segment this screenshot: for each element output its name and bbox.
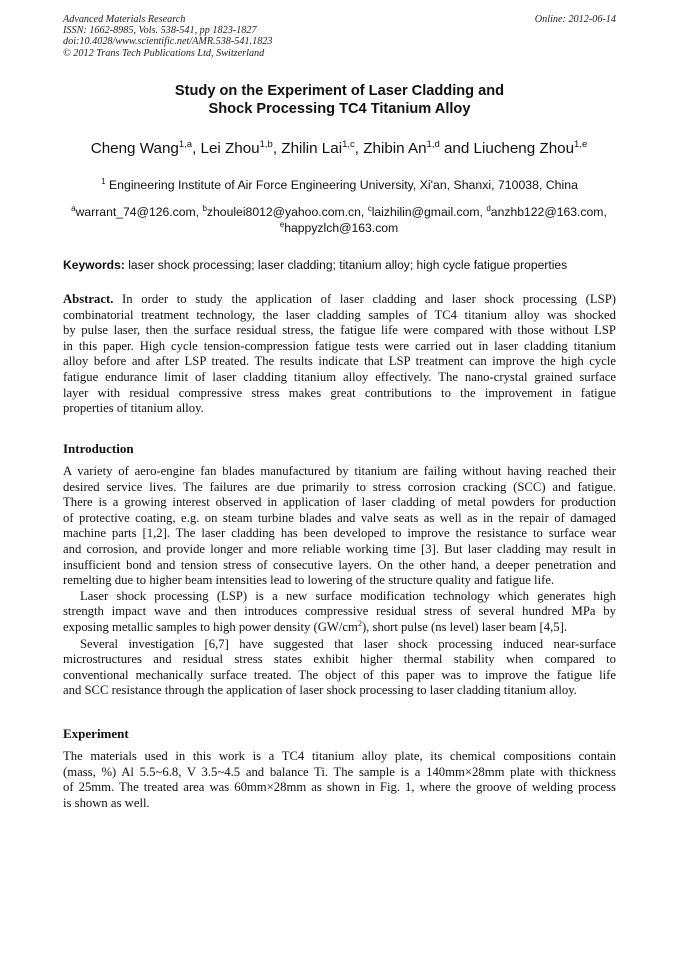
intro-line: strength impact wave and then introduces compressive residual stress of several hundred MPa by	[63, 604, 616, 619]
abstract-line: combinatorial treatment technology, the laser cladding samples of TC4 titanium alloy was shocked	[63, 307, 616, 322]
experiment-line: The materials used in this work is a TC4 titanium alloy plate, its chemical compositions contain	[63, 749, 616, 763]
author-affil-sup: 1,d	[426, 139, 440, 150]
intro-text: exposing metallic samples to high power density (GW/cm	[63, 619, 358, 634]
intro-line: There is a growing interest observed in application of laser cladding of metal powders for production	[63, 495, 616, 510]
title-line-1: Study on the Experiment of Laser Cladding and	[174, 83, 505, 99]
intro-line: Several investigation [6,7] have suggested that laser shock processing induced near-surface	[80, 636, 616, 651]
intro-line: conventional mechanically surface treated. The object of this paper was to improve the fatigue life	[63, 667, 616, 682]
email-sup: b	[202, 204, 207, 213]
keywords-label: Keywords:	[63, 258, 125, 272]
experiment-heading: Experiment	[63, 726, 129, 741]
intro-line: and corrosion, and provide longer and more reliable working time [3]. But laser cladding may result in	[63, 541, 616, 556]
abstract-line: in this paper. High cycle tension-compression fatigue tests were carried out in laser cladding titanium	[63, 338, 616, 353]
intro-line	[63, 620, 616, 637]
online-date: Online: 2012-06-14	[534, 14, 616, 25]
keywords	[63, 258, 623, 273]
author-name: Zhibin An	[363, 140, 427, 157]
author-name: Zhilin Lai	[281, 140, 343, 157]
affiliation	[63, 178, 616, 194]
email-list	[40, 205, 638, 237]
affiliation-sup: 1	[101, 177, 106, 186]
author-separator: ,	[192, 140, 201, 157]
intro-line: remelting due to higher beam intensities lead to lowering of the structure quality and fatigue life.	[63, 573, 555, 588]
author-separator: ,	[354, 140, 364, 157]
abstract-line: by pulse laser, then the surface residual stress, the fatigue life were compared with those without LSP	[63, 323, 616, 338]
author-separator: ,	[272, 140, 282, 157]
email-e[interactable]: happyzlch@163.com	[284, 221, 399, 235]
affiliation-text: Engineering Institute of Air Force Engineering University, Xi'an, Shanxi, 710038, China	[108, 178, 578, 192]
issn-line: ISSN: 1662-8985, Vols. 538-541, pp 1823-1827	[63, 25, 257, 37]
author-list	[40, 139, 638, 161]
superscript: 2	[357, 618, 362, 628]
abstract-line: alloy before and after LSP treated. The results indicate that LSP treatment can improve the high cycle	[63, 354, 616, 369]
author-affil-sup: 1,b	[259, 139, 273, 150]
intro-line: A variety of aero-engine fan blades manufactured by titanium are failing without having reached their	[63, 464, 616, 478]
copyright-line: © 2012 Trans Tech Publications Ltd, Switzerland	[63, 47, 265, 59]
email-sup: a	[71, 204, 76, 213]
author-name: Cheng Wang	[90, 140, 179, 157]
email-sup: e	[279, 220, 285, 229]
abstract	[63, 292, 616, 417]
author-affil-sup: 1,c	[342, 139, 355, 150]
author-name: Liucheng Zhou	[473, 140, 575, 157]
author-separator: and	[439, 140, 474, 157]
intro-line: insufficient bond and tension stress of consecutive layers. On the other hand, a deeper penetration and	[63, 557, 616, 572]
experiment-line: (mass, %) Al 5.5~6.8, V 3.5~4.5 and balance Ti. The sample is a 140mm×28mm plate with thickness	[63, 764, 616, 779]
journal-header	[63, 14, 616, 59]
experiment-line: is shown as well.	[63, 795, 150, 810]
email-line-2	[40, 221, 638, 237]
email-line-1	[40, 205, 638, 221]
email-c[interactable]: laizhilin@gmail.com,	[371, 205, 487, 219]
author-name: Lei Zhou	[200, 140, 260, 157]
journal-name: Advanced Materials Research	[63, 14, 186, 25]
email-sup: d	[486, 204, 491, 213]
abstract-line: fatigue endurance limit of laser cladding titanium alloy effectively. The nano-crystal grained surface	[63, 369, 616, 384]
abstract-label: Abstract.	[63, 292, 114, 306]
abstract-text: In order to study the application of laser cladding and laser shock processing (LSP)	[113, 292, 616, 306]
intro-line: microstructures and residual stress states exhibit higher thermal stability when compared to	[63, 652, 616, 667]
paper-title	[63, 82, 616, 118]
intro-line: Laser shock processing (LSP) is a new surface modification technology which generates high	[80, 588, 616, 603]
email-b[interactable]: zhoulei8012@yahoo.com.cn,	[206, 205, 368, 219]
email-a[interactable]: warrant_74@126.com,	[75, 205, 203, 219]
intro-line: of protective coating, e.g. on steam turbine blades and valve seats as well as in the repair of damaged	[63, 510, 616, 525]
keywords-text: laser shock processing; laser cladding; titanium alloy; high cycle fatigue properties	[124, 258, 568, 272]
intro-line: desired service lives. The failures are due primarily to stress corrosion cracking (SCC) and fatigue.	[63, 479, 616, 494]
introduction-body	[63, 464, 616, 699]
experiment-body	[63, 749, 616, 811]
title-line-2: Shock Processing TC4 Titanium Alloy	[208, 101, 471, 117]
doi-line: doi:10.4028/www.scientific.net/AMR.538-541.1823	[63, 36, 273, 48]
intro-line: and SCC resistance through the application of laser shock processing to laser cladding titanium alloy.	[63, 683, 577, 698]
email-d[interactable]: anzhb122@163.com,	[490, 205, 607, 219]
introduction-heading: Introduction	[63, 441, 134, 456]
abstract-line: properties of titanium alloy.	[63, 401, 204, 416]
experiment-line: of 25mm. The treated area was 60mm×28mm as shown in Fig. 1, where the groove of welding process	[63, 780, 616, 795]
author-affil-sup: 1,a	[178, 139, 193, 150]
abstract-line: layer with residual compressive stress makes great contributions to the improvement in fatigue	[63, 385, 616, 400]
author-affil-sup: 1,e	[574, 139, 588, 150]
intro-line: machine parts [1,2]. The laser cladding has been developed to improve the resistance to surface wear	[63, 526, 616, 541]
abstract-line	[63, 292, 616, 308]
email-sup: c	[367, 204, 372, 213]
intro-text: ), short pulse (ns level) laser beam [4,5].	[361, 619, 567, 634]
